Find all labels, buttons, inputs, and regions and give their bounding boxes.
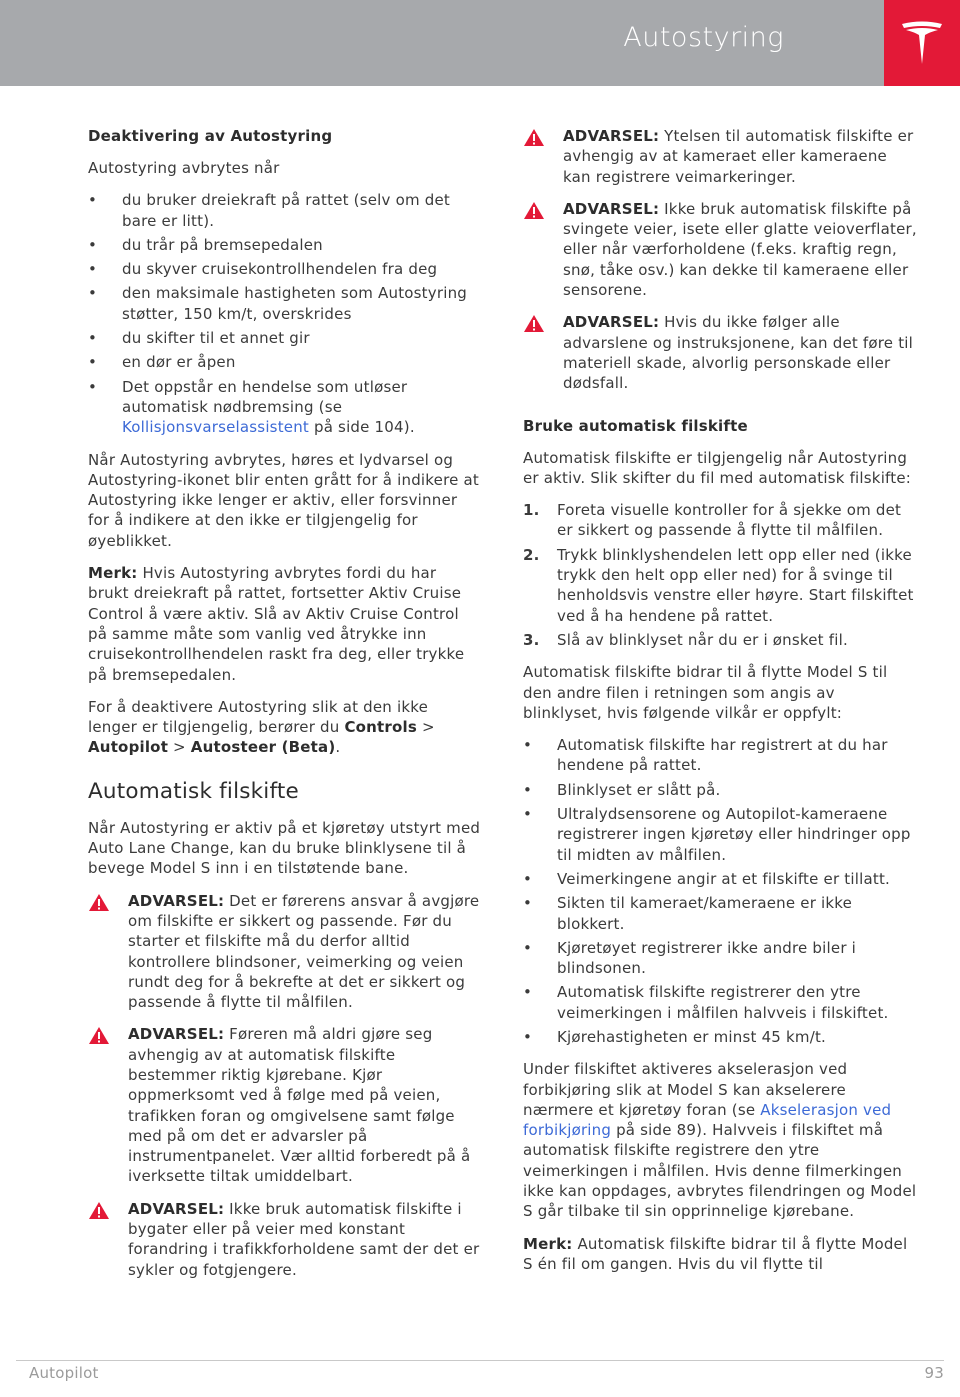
heading-deactivate: Deaktivering av Autostyring <box>88 127 333 145</box>
tesla-logo-icon <box>900 20 944 66</box>
step-number: 1. <box>523 501 540 520</box>
warning-label: ADVARSEL: <box>128 1025 225 1044</box>
step-text: Trykk blinklyshendelen lett opp eller ned (ikke trykk den helt opp eller ned) for å svinge til henholdsvis venstre eller høyre. Start filskiftet ved å ha hendene på rattet. <box>557 545 914 625</box>
note-text: Hvis Autostyring avbrytes fordi du har brukt dreiekraft på rattet, fortsetter Aktiv Cruise Control å være aktiv. Slå av Aktiv Cruise Control på samme måte som vanlig ved åtrykke inn cruisekontrollhendelen raskt fra deg, eller trykke på bremsepedalen. <box>88 564 465 684</box>
list-item-text-end: på side 104). <box>309 418 415 437</box>
list-item: • Kjøretøyet registrerer ikke andre biler i blindsonen. <box>523 938 918 979</box>
warning-triangle-icon <box>88 1026 110 1045</box>
para-acceleration <box>523 1059 918 1221</box>
link-akselerasjon[interactable]: Akselerasjon ved forbikjøring <box>523 1100 892 1140</box>
warning-triangle-icon <box>88 893 110 912</box>
path-sep: > <box>416 718 435 737</box>
list-item: • Sikten til kameraet/kameraene er ikke blokkert. <box>523 893 918 934</box>
note-label: Merk: <box>523 1234 573 1253</box>
warning-text: Ikke bruk automatisk filskifte i bygater eller på veier med konstant forandring i trafikkforholdene samt der det er sykler og fotgjengere. <box>128 1199 480 1279</box>
warning-block <box>523 312 918 393</box>
footer-section: Autopilot <box>29 1364 99 1382</box>
warning-text: Føreren må aldri gjøre seg avhengig av at automatisk filskifte bestemmer riktig kjørebane. Kjør oppmerksomt ved å følge med på veien, trafikken foran og omgivelsene samt følge med på om det er advarsler på instrumentpanelet. Vær alltid forberedt på å iverksette tiltak umiddelbart. <box>128 1025 471 1186</box>
warning-text: Ytelsen til automatisk filskifte er avhengig av at kameraet eller kameraene kan registrere veimarkeringer. <box>563 127 914 186</box>
para-conditions: Automatisk filskifte bidrar til å flytte Model S til den andre filen i retningen som angis av blinklyset, hvis følgende vilkår er oppfylt: <box>523 663 888 722</box>
footer <box>16 1360 944 1397</box>
note-text: Automatisk filskifte bidrar til å flytte Model S én fil om gangen. Hvis du vil flytte til <box>523 1234 908 1273</box>
warning-label: ADVARSEL: <box>563 313 660 332</box>
path-controls: Controls <box>344 718 417 737</box>
para-lane: Når Autostyring er aktiv på et kjøretøy utstyrt med Auto Lane Change, kan du bruke blinklysene til å bevege Model S inn i en tilstøtende bane. <box>88 818 481 878</box>
list-item: • Kjørehastigheten er minst 45 km/t. <box>523 1027 918 1047</box>
page-number: 93 <box>924 1364 944 1382</box>
list-item: • Blinklyset er slått på. <box>523 780 918 800</box>
list-item: • du trår på bremsepedalen <box>88 235 481 255</box>
right-column <box>523 126 918 1286</box>
list-item: • du bruker dreiekraft på rattet (selv om det bare er litt). <box>88 190 481 231</box>
list-item: • Veimerkingene angir at et filskifte er tillatt. <box>523 869 918 889</box>
left-column <box>88 126 481 1292</box>
cancel-conditions-list <box>88 190 481 437</box>
warning-block <box>88 891 481 1013</box>
para-disable-text: For å deaktivere Autostyring slik at den ikke lenger er tilgjengelig, berører du <box>88 697 429 737</box>
warning-text: Hvis du ikke følger alle advarslene og instruksjonene, kan det føre til materiell skade, alvorlig personskade eller dødsfall. <box>563 313 914 393</box>
warning-block <box>88 1199 481 1280</box>
list-item-text: Det oppstår en hendelse som utløser automatisk nødbremsing (se <box>122 377 408 416</box>
warning-triangle-icon <box>523 314 545 333</box>
path-sep: > <box>168 738 191 757</box>
warning-label: ADVARSEL: <box>128 1199 225 1218</box>
warning-triangle-icon <box>88 1201 110 1220</box>
list-item: • Ultralydsensorene og Autopilot-kameraene registrerer ingen kjøretøy eller hindringer opp til midten av målfilen. <box>523 804 918 865</box>
heading-use-lane-change: Bruke automatisk filskifte <box>523 416 748 435</box>
warning-block <box>523 126 918 187</box>
path-end: . <box>335 738 341 757</box>
warning-block <box>523 199 918 300</box>
path-autopilot: Autopilot <box>88 738 169 757</box>
warning-text: Det er førerens ansvar å avgjøre om filskifte er sikkert og passende. Før du starter et filskifte må du derfor alltid kontrollere blindsoner, veimerking og veien rundt deg for å bekrefte at det er sikkert og passende å flytte til målfilen. <box>128 891 480 1012</box>
para-accel-text-end: på side 89). Halvveis i filskiftet må automatisk filskifte registrere den ytre veimerkingen i målfilen. Hvis denne filmerkingen ikke kan oppdages, avbrytes filendringen og Model S går tilbake til sin opprinnelige kjørebane. <box>523 1121 917 1221</box>
link-kollisjonsvarsel[interactable]: Kollisjonsvarselassistent <box>122 418 309 437</box>
note <box>88 563 481 685</box>
step-item <box>523 500 918 541</box>
step-number: 2. <box>523 545 540 564</box>
warning-triangle-icon <box>523 128 545 147</box>
warning-triangle-icon <box>523 201 545 220</box>
warning-block <box>88 1024 481 1186</box>
step-item <box>523 630 918 650</box>
list-item: • Automatisk filskifte registrerer den ytre veimerkingen i målfilen halvveis i filskiftet. <box>523 982 918 1023</box>
path-autosteer: Autosteer (Beta) <box>190 738 336 757</box>
para-accel-text: Under filskiftet aktiveres akselerasjon ved forbikjøring slik at Model S kan akselerere nærmere et kjøretøy foran (se <box>523 1060 848 1119</box>
page-title: Autostyring <box>623 22 784 53</box>
step-text: Slå av blinklyset når du er i ønsket fil. <box>557 630 848 649</box>
para-use: Automatisk filskifte er tilgjengelig når Autostyring er aktiv. Slik skifter du fil med automatisk filskifte: <box>523 448 912 487</box>
note <box>523 1234 918 1275</box>
warning-label: ADVARSEL: <box>563 127 660 145</box>
header-band <box>0 0 884 86</box>
warning-text: Ikke bruk automatisk filskifte på svingete veier, isete eller glatte veioverflater, eller når værforholdene (f.eks. kraftig regn, snø, tåke osv.) kan dekke til kameraene eller sensorene. <box>563 199 917 300</box>
note-label: Merk: <box>88 564 138 583</box>
step-item <box>523 545 918 626</box>
step-number: 3. <box>523 630 540 649</box>
intro-text: Autostyring avbrytes når <box>88 159 280 177</box>
list-item: • den maksimale hastigheten som Autostyring støtter, 150 km/t, overskrides <box>88 283 481 324</box>
steps-list <box>523 500 918 650</box>
warning-label: ADVARSEL: <box>563 199 660 218</box>
list-item: • du skyver cruisekontrollhendelen fra deg <box>88 259 481 279</box>
list-item: • Automatisk filskifte har registrert at du har hendene på rattet. <box>523 735 918 776</box>
heading-lane-change: Automatisk filskifte <box>88 778 299 804</box>
para-disable <box>88 697 481 758</box>
step-text: Foreta visuelle kontroller for å sjekke om det er sikkert og passende å flytte til målfilen. <box>557 501 902 540</box>
conditions-list <box>523 735 918 1047</box>
warning-label: ADVARSEL: <box>128 891 225 910</box>
list-item <box>88 377 481 438</box>
list-item: • du skifter til et annet gir <box>88 328 481 348</box>
para-cancel: Når Autostyring avbrytes, høres et lydvarsel og Autostyring-ikonet blir enten grått for å indikere at Autostyring ikke lenger er aktiv, eller forsvinner for å indikere at den ikke er tilgjengelig for øyeblikket. <box>88 450 479 550</box>
list-item: • en dør er åpen <box>88 352 481 372</box>
tesla-logo <box>884 0 960 86</box>
